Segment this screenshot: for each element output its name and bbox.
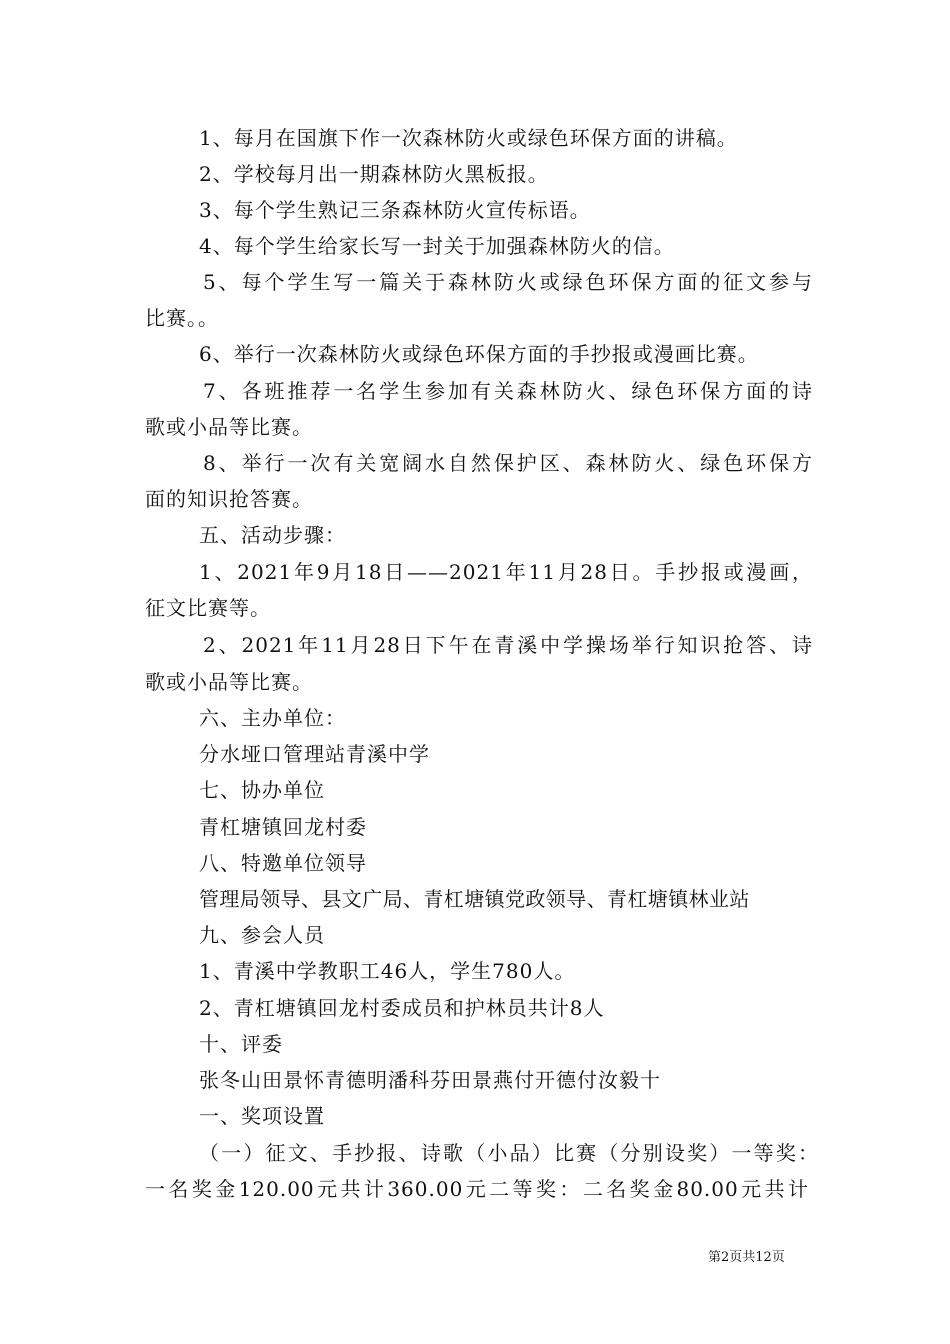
text-line: 1、2021年9月18日——2021年11月28日。手抄报或漫画， bbox=[199, 560, 813, 584]
text-line: 2、学校每月出一期森林防火黑板报。 bbox=[199, 162, 549, 186]
text-line: 6、举行一次森林防火或绿色环保方面的手抄报或漫画比赛。 bbox=[199, 342, 759, 366]
text-line: 面的知识抢答赛。 bbox=[145, 487, 313, 511]
text-line: 1、每月在国旗下作一次森林防火或绿色环保方面的讲稿。 bbox=[199, 126, 738, 150]
text-line: 歌或小品等比赛。 bbox=[145, 415, 313, 439]
text-line: 歌或小品等比赛。 bbox=[145, 670, 313, 694]
text-line: 分水垭口管理站青溪中学 bbox=[199, 742, 430, 766]
text-line: 3、每个学生熟记三条森林防火宣传标语。 bbox=[199, 198, 591, 222]
text-line: 7、各班推荐一名学生参加有关森林防火、绿色环保方面的诗 bbox=[203, 379, 813, 403]
text-line: 1、青溪中学教职工46人，学生780人。 bbox=[199, 959, 576, 983]
section-heading: 一、奖项设置 bbox=[199, 1104, 325, 1128]
section-heading: 六、主办单位： bbox=[199, 706, 346, 730]
text-line: 管理局领导、县文广局、青杠塘镇党政领导、青杠塘镇林业站 bbox=[199, 887, 750, 911]
text-line: （一）征文、手抄报、诗歌（小品）比赛（分别设奖）一等奖： bbox=[199, 1141, 819, 1165]
text-line: 8、举行一次有关宽阔水自然保护区、森林防火、绿色环保方 bbox=[203, 451, 813, 475]
section-heading: 十、评委 bbox=[199, 1032, 283, 1056]
text-line: 比赛。。 bbox=[145, 306, 219, 330]
text-line: 2、青杠塘镇回龙村委成员和护林员共计8人 bbox=[199, 996, 605, 1020]
text-line: 4、每个学生给家长写一封关于加强森林防火的信。 bbox=[199, 234, 675, 258]
text-line: 2、2021年11月28日下午在青溪中学操场举行知识抢答、诗 bbox=[203, 633, 813, 657]
section-heading: 八、特邀单位领导 bbox=[199, 851, 367, 875]
text-line: 征文比赛等。 bbox=[145, 596, 271, 620]
text-line: 一名奖金120.00元共计360.00元二等奖：二名奖金80.00元共计 bbox=[145, 1177, 809, 1201]
text-line: 张冬山田景怀青德明潘科芬田景燕付开德付汝毅十 bbox=[199, 1068, 661, 1092]
section-heading: 七、协办单位 bbox=[199, 778, 325, 802]
page-number-footer: 第2页共12页 bbox=[708, 1250, 785, 1265]
text-line: 5、每个学生写一篇关于森林防火或绿色环保方面的征文参与 bbox=[203, 270, 813, 294]
text-line: 青杠塘镇回龙村委 bbox=[199, 815, 367, 839]
section-heading: 九、参会人员 bbox=[199, 923, 325, 947]
section-heading: 五、活动步骤： bbox=[199, 523, 346, 547]
